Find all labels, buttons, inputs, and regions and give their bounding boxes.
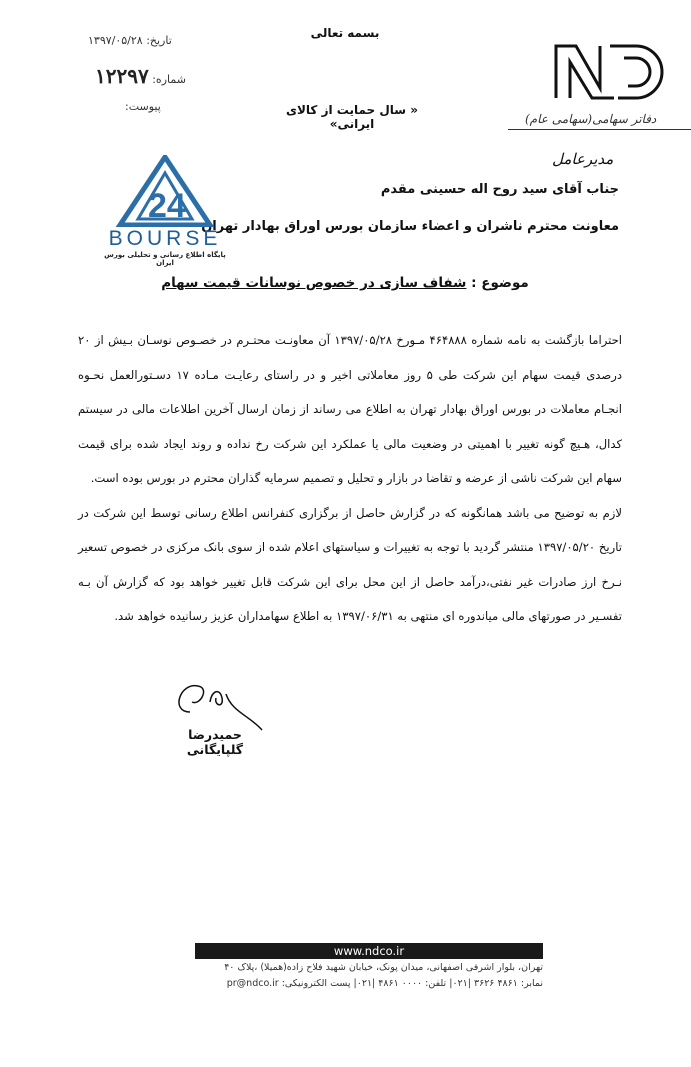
bourse-wordmark: BOURSE	[108, 227, 222, 250]
number-label: شماره:	[152, 73, 186, 86]
subject-line	[160, 275, 530, 291]
number-value: ۱۲۲۹۷	[95, 64, 149, 88]
handwritten-note: مدیرعامل	[552, 150, 614, 168]
footer-contact: نمابر: ۴۸۶۱ ۳۶۲۶ |۰۲۱| تلفن: ۰۰۰۰ ۴۸۶۱ |۰۲۱| پست الکترونیکی: pr@ndco.ir	[226, 978, 543, 989]
ndco-logo-icon	[548, 36, 668, 106]
footer-address: تهران، بلوار اشرفی اصفهانی، میدان پونک، خیابان شهید فلاح زاده(همیلا) ،پلاک ۴۰	[224, 962, 543, 973]
body-paragraph-1: احتراما بازگشت به نامه شماره ۴۶۴۸۸۸ مـورخ ۱۳۹۷/۰۵/۲۸ آن معاونـت محتـرم در خصـوص نوسـان بـیش از ۲۰ درصدی قیمت سهام این شرکت طی ۵ روز معاملاتی اخیر و در راستای رعایـت مـاده ۱۷ دسـتورالعمل نحـوه انجـام معاملات در بورس اوراق بهادار تهران به اطلاع می رساند از زمان ارسال آخرین اطلاعات مالی در سیستم کدال، هـیچ گونه تغییر با اهمیتی در وضعیت مالی یا عملکرد این شرکت رخ نداده و روند ایجاد شده برای قیمت سهام این شرکت ناشی از عرضه و تقاضا در بازار و تحلیل و تصمیم سرمایه گذاران محترم در بورس بوده است.	[78, 333, 622, 485]
date-label: تاریخ:	[146, 34, 172, 47]
body-paragraph-2: لازم به توضیح می باشد همانگونه که در گزارش حاصل از برگزاری کنفرانس اطلاع رسانی توسط این شرکت در تاریخ ۱۳۹۷/۰۵/۲۰ منتشر گردید با توجه به تغییرات و سیاستهای اعلام شده از سوی بانک مرکزی در خصوص تسعیر نـرخ ارز صادرات غیر نفتی،درآمد حاصل از این محل برای این شرکت قابل تغییر خواهد بود که گزارش آن بـه تفسـیر در صورتهای مالی میاندوره ای منتهی به ۱۳۹۷/۰۶/۳۱ به اطلاع سهامداران عزیز رسانیده خواهد شد.	[78, 505, 622, 623]
number-line	[95, 64, 186, 88]
date-line	[88, 34, 172, 47]
attachment-line	[125, 100, 161, 113]
subject-label: موضوع :	[471, 275, 529, 291]
bourse-triangle-icon	[100, 155, 230, 227]
svg-text:24: 24	[148, 187, 186, 225]
footer-website[interactable]: www.ndco.ir	[195, 943, 543, 959]
bourse-caption: پایگاه اطلاع رسانی و تحلیلی بورس ایران	[104, 251, 226, 267]
letter-body	[78, 323, 622, 634]
subject-text: شفاف سازی در خصوص نوسانات قیمت سهام	[161, 275, 467, 291]
company-handwriting: دفاتر سهامی(سهامی عام)	[525, 112, 657, 126]
year-slogan: « سال حمایت از کالای ایرانی»	[285, 103, 419, 131]
recipient-name: جناب آقای سید روح اله حسینی مقدم	[380, 182, 619, 197]
date-value: ۱۳۹۷/۰۵/۲۸	[88, 34, 143, 47]
header-divider	[508, 129, 691, 130]
signature-scribble-icon	[150, 672, 270, 732]
attachment-label: پیوست:	[125, 100, 161, 113]
bourse-logo	[100, 155, 230, 267]
recipient-title: معاونت محترم ناشران و اعضاء سازمان بورس اوراق بهادار تهران	[201, 219, 619, 234]
basmala: بسمه تعالی	[310, 26, 380, 40]
signatory-name: حمیدرضا گلپایگانی	[186, 727, 244, 757]
